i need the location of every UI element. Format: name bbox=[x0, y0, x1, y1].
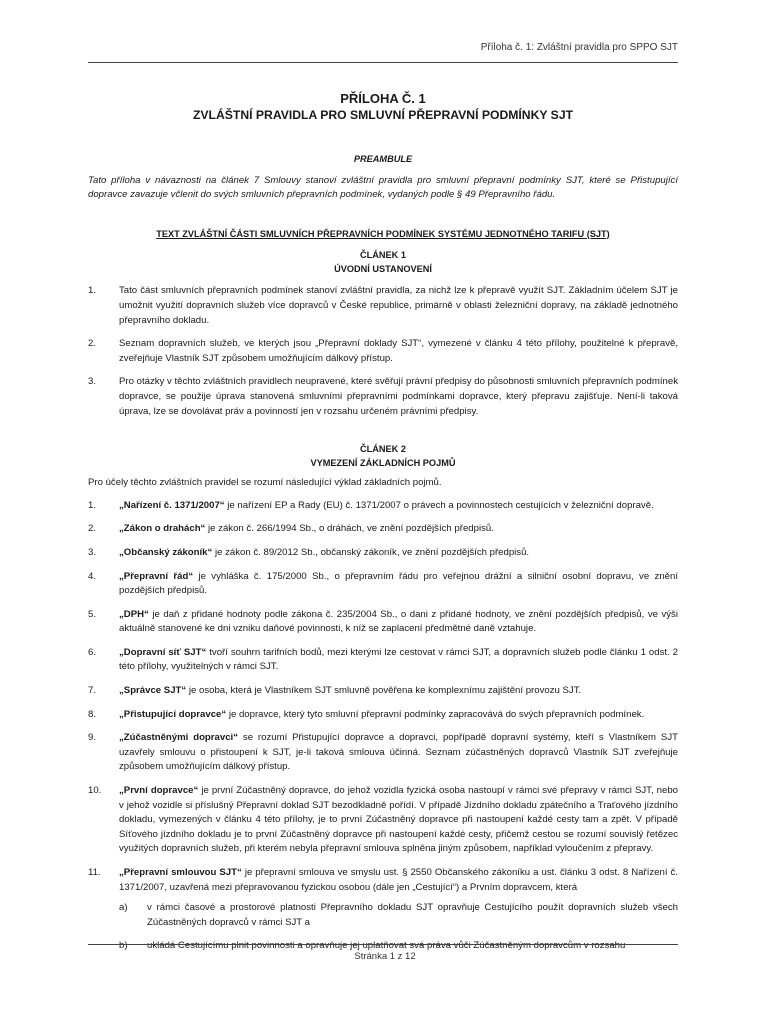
item-number: 9. bbox=[88, 732, 97, 744]
page-number: Stránka 1 z 12 bbox=[354, 951, 416, 962]
defined-term: „Dopravní síť SJT“ bbox=[119, 646, 207, 658]
item-number: 8. bbox=[88, 708, 97, 720]
item-number: 2. bbox=[88, 338, 97, 350]
item-number: 11. bbox=[88, 867, 101, 878]
item-text: je zákon č. 89/2012 Sb., občanský zákoník, ve znění pozdějších předpisů. bbox=[212, 546, 530, 558]
list-item bbox=[88, 499, 678, 514]
item-text: je nařízení EP a Rady (EU) č. 1371/2007 o právech a povinnostech cestujících v železniční dopravě. bbox=[224, 499, 654, 511]
item-text: se rozumí Přistupující dopravce a dopravci, popřípadě dopravní systémy, kteří s Vlastníkem SJT uzavřely smlouvu o přistoupení k SJT, je-li taková smlouva účinná. Seznam zúčastněných dopravců Vlastník SJT zveřejňuje způsobem umožňujícím dálkový přístup. bbox=[119, 732, 678, 773]
item-number: 2. bbox=[88, 523, 97, 535]
article-1-title: ÚVODNÍ USTANOVENÍ bbox=[334, 263, 432, 274]
list-item bbox=[88, 284, 678, 328]
defined-term: „Správce SJT“ bbox=[119, 685, 187, 697]
sub-item-letter: a) bbox=[119, 902, 128, 914]
list-item bbox=[88, 522, 678, 537]
item-number: 1. bbox=[88, 499, 97, 511]
sub-item-text: ukládá Cestujícímu plnit povinnosti a opravňuje jej uplatňovat svá práva vůči Zúčastněným dopravcům v rozsahu bbox=[147, 940, 626, 952]
defined-term: „DPH“ bbox=[119, 608, 149, 620]
sub-item-letter: b) bbox=[119, 940, 128, 952]
sub-item-text: v rámci časové a prostorové platnosti Přepravního dokladu SJT opravňuje Cestujícího použít dopravních služeb všech Zúčastněných dopravců v rámci SJT a bbox=[147, 902, 678, 928]
article-1-list bbox=[88, 284, 678, 419]
item-number: 5. bbox=[88, 608, 97, 620]
preamble-text: Tato příloha v návaznosti na článek 7 Smlouvy stanoví zvláštní pravidla pro smluvní přepravní podmínky SJT, které se Přistupující dopravce zavazuje včlenit do svých smluvních přepravních podmínek, vydaných podle § 49 Přepravního řádu. bbox=[88, 174, 678, 201]
item-text: Seznam dopravních služeb, ve kterých jsou „Přepravní doklady SJT“, vymezené v článku 4 této přílohy, použitelné k přepravě, zveřejňuje Vlastník SJT způsobem umožňujícím dálkový přístup. bbox=[119, 338, 678, 364]
footer-rule bbox=[88, 944, 678, 945]
defined-term: „Přepravní smlouvou SJT“ bbox=[119, 867, 242, 878]
item-number: 4. bbox=[88, 570, 97, 582]
sub-list bbox=[119, 901, 678, 954]
list-item bbox=[88, 731, 678, 775]
item-text: je dopravce, který tyto smluvní přepravní podmínky zapracovává do svých přepravních podmínek. bbox=[226, 708, 645, 720]
item-number: 3. bbox=[88, 376, 97, 388]
document-title: PŘÍLOHA Č. 1 bbox=[340, 91, 426, 106]
defined-term: „První dopravce“ bbox=[119, 785, 199, 797]
list-item bbox=[88, 570, 678, 599]
item-text: je vyhláška č. 175/2000 Sb., o přepravním řádu pro veřejnou drážní a silniční osobní dopravu, ve znění pozdějších předpisů. bbox=[119, 570, 678, 597]
list-item bbox=[88, 784, 678, 857]
defined-term: „Občanský zákoník“ bbox=[119, 546, 213, 558]
list-item bbox=[88, 646, 678, 675]
item-text: je zákon č. 266/1994 Sb., o dráhách, ve znění pozdějších předpisů. bbox=[205, 523, 494, 535]
list-item bbox=[88, 866, 678, 954]
article-1-label: ČLÁNEK 1 bbox=[360, 250, 406, 261]
article-2-list bbox=[88, 499, 678, 954]
item-number: 1. bbox=[88, 285, 97, 297]
item-text: je první Zúčastněný dopravce, do jehož vozidla fyzická osoba nastoupí v rámci své přepravy v rámci SJT, nebo v jehož vozidle si příslušný Přepravní doklad SJT bezodkladně pořídí. V případě Jízdního dokladu zpátečního a Traťového jízdního dokladu, vymezených v článku 4 této přílohy, je to první Zúčastněný dopravce při nastoupení každé cesty tam a zpět. V případě Síťového jízdního dokladu je to první Zúčastněný dopravce při nastoupení každé cesty, přičemž cestou se rozumí souvislý řetězec využitých dopravních služeb, při kterém nebyla přepravní smlouva splněna jiným způsobem, například vyloučením z přepravy. bbox=[119, 785, 679, 855]
running-header: Příloha č. 1: Zvláštní pravidla pro SPPO SJT bbox=[480, 42, 678, 53]
document-body bbox=[88, 90, 678, 963]
item-number: 3. bbox=[88, 546, 97, 558]
list-item bbox=[88, 608, 678, 637]
item-text: Pro otázky v těchto zvláštních pravidlech neupravené, které svěřují právní předpisy do působnosti smluvních přepravních podmínek dopravce, se použije úprava stanovená smluvními přepravními podmínkami dopravce, který přepravu zajišťuje. Není-li taková úprava, lze se dovolávat práv a povinností jen v rozsahu určeném právními předpisy. bbox=[119, 376, 678, 417]
article-2-label: ČLÁNEK 2 bbox=[360, 444, 406, 455]
defined-term: „Nařízení č. 1371/2007“ bbox=[119, 499, 225, 511]
sub-list-item bbox=[119, 901, 678, 930]
item-text: tvoří souhrn tarifních bodů, mezi kterými lze cestovat v rámci SJT, a dopravních služeb podle článku 1 odst. 2 této přílohy, využitelných v rámci SJT. bbox=[119, 646, 678, 673]
item-text: je daň z přidané hodnoty podle zákona č. 235/2004 Sb., o dani z přidané hodnoty, ve znění pozdějších předpisů, ve výši aktuálně stanovené ke dni vzniku daňové povinnosti, k níž se zaplacení předmětné daně vztahuje. bbox=[119, 608, 678, 635]
list-item bbox=[88, 546, 678, 561]
list-item bbox=[88, 375, 678, 419]
article-2-title: VYMEZENÍ ZÁKLADNÍCH POJMŮ bbox=[310, 457, 456, 468]
item-number: 7. bbox=[88, 685, 97, 697]
document-subtitle: ZVLÁŠTNÍ PRAVIDLA PRO SMLUVNÍ PŘEPRAVNÍ PODMÍNKY SJT bbox=[192, 108, 574, 122]
item-number: 10. bbox=[88, 785, 102, 797]
article-2-intro: Pro účely těchto zvláštních pravidel se rozumí následující výklad základních pojmů. bbox=[88, 477, 442, 489]
defined-term: „Přistupující dopravce“ bbox=[119, 708, 227, 720]
item-number: 6. bbox=[88, 646, 97, 658]
list-item bbox=[88, 684, 678, 699]
defined-term: „Zúčastněnými dopravci“ bbox=[119, 732, 238, 744]
section-heading: TEXT ZVLÁŠTNÍ ČÁSTI SMLUVNÍCH PŘEPRAVNÍCH PODMÍNEK SYSTÉMU JEDNOTNÉHO TARIFU (SJT) bbox=[156, 228, 610, 239]
preamble-heading: PREAMBULE bbox=[353, 154, 413, 164]
item-text: je přepravní smlouva ve smyslu ust. § 2550 Občanského zákoníku a ust. článku 3 odst. 8 Nařízení č. 1371/2007, uzavřená mezi přepravovanou fyzickou osobou (dále jen „Cestující“) a Prvním dopravcem, která bbox=[119, 867, 678, 893]
header-rule bbox=[88, 62, 678, 63]
item-text: Tato část smluvních přepravních podmínek stanoví zvláštní pravidla, za nichž lze k přepravě využít SJT. Základním účelem SJT je umožnit využití dopravních služeb více dopravců v České republice, primárně v oblasti železniční dopravy, na základě jednotného přepravního dokladu. bbox=[119, 285, 678, 326]
item-text: je osoba, která je Vlastníkem SJT smluvně pověřena ke komplexnímu zajištění provozu SJT. bbox=[186, 685, 582, 697]
list-item bbox=[88, 708, 678, 723]
defined-term: „Přepravní řád“ bbox=[119, 570, 194, 582]
defined-term: „Zákon o drahách“ bbox=[119, 523, 206, 535]
list-item bbox=[88, 337, 678, 366]
